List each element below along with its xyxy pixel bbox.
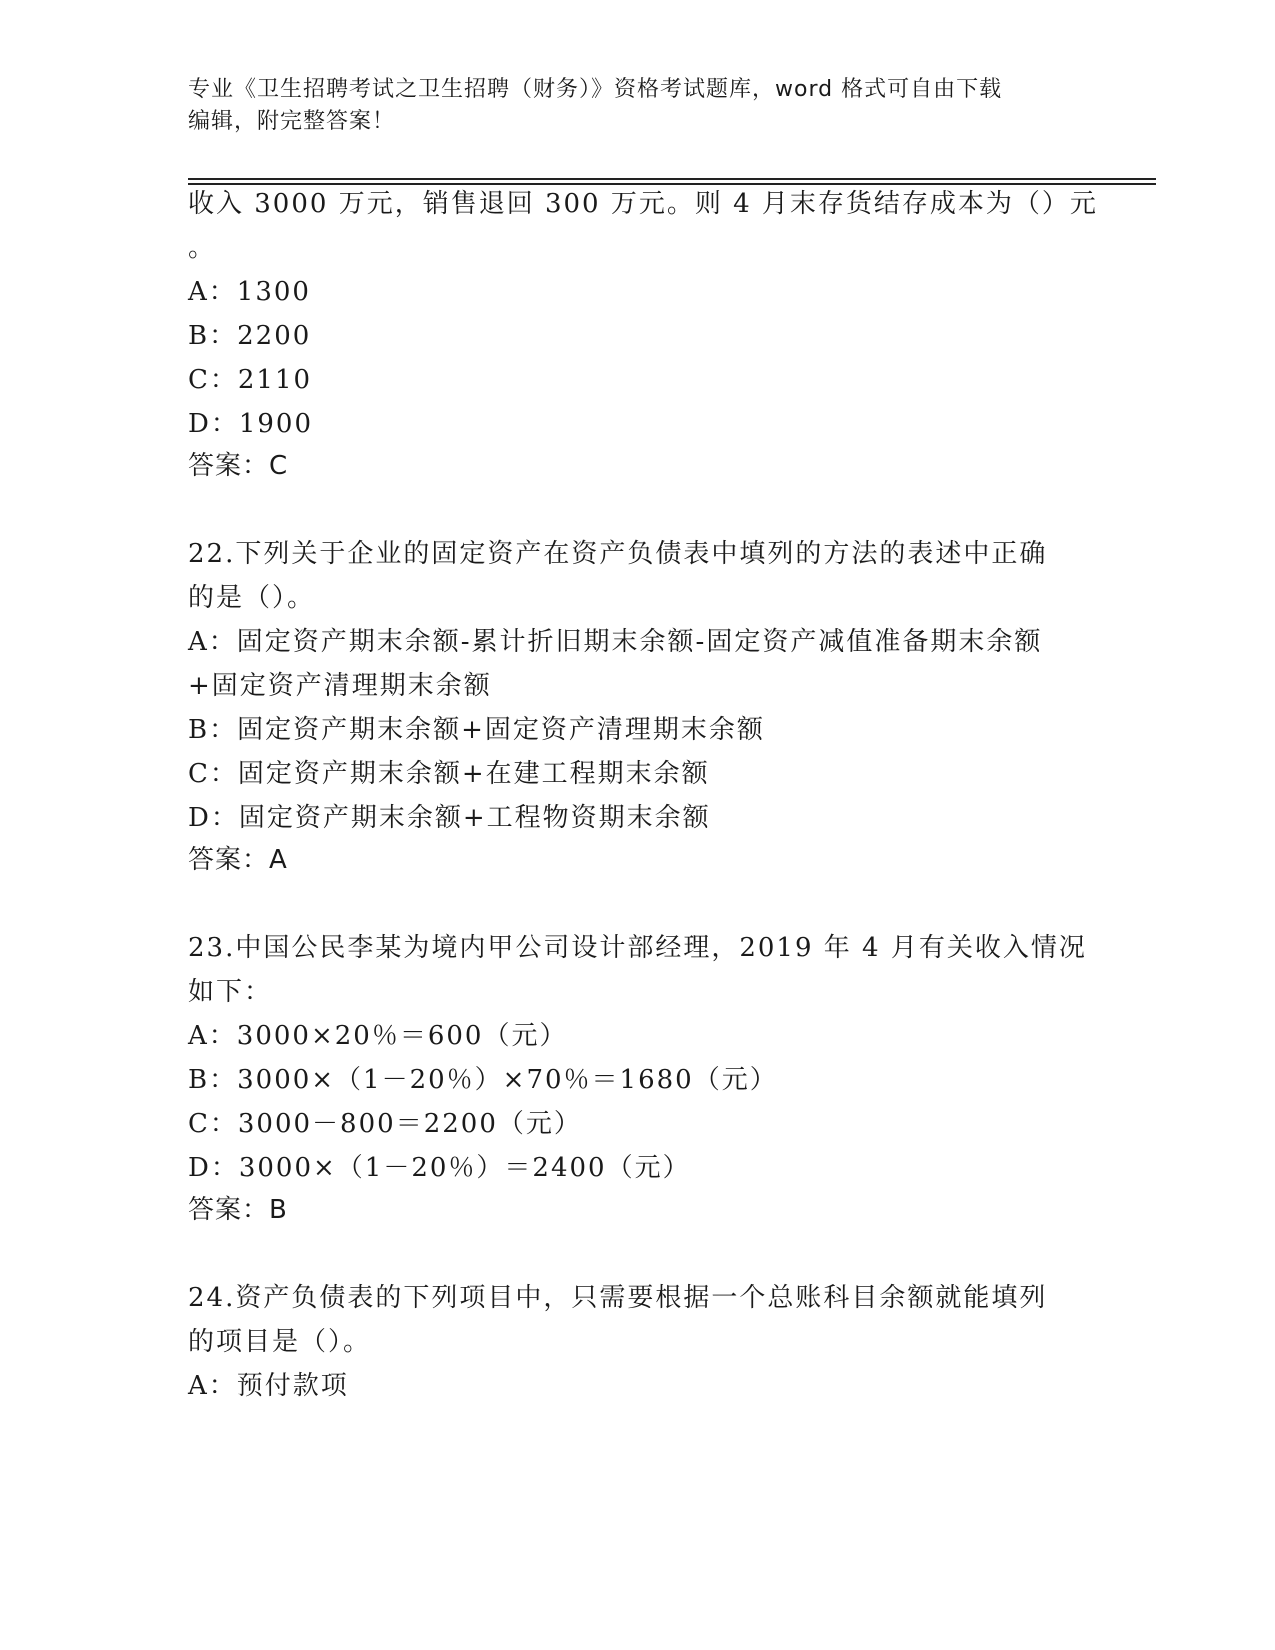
q21-answer: 答案：C <box>188 451 289 481</box>
q23-option-b: B：3000×（1－20％）×70％＝1680（元） <box>188 1065 778 1095</box>
q22-option-a-line-1: A：固定资产期末余额-累计折旧期末余额-固定资产减值准备期末余额 <box>188 627 1043 657</box>
header-line-1: 专业《卫生招聘考试之卫生招聘（财务）》资格考试题库，word 格式可自由下载 <box>188 77 1003 102</box>
document-header <box>188 74 1088 138</box>
q24-option-a: A：预付款项 <box>188 1371 349 1401</box>
q22-stem-line-2: 的是（）。 <box>188 583 316 613</box>
q21-option-b: B：2200 <box>188 321 312 351</box>
q22-stem-line-1: 22.下列关于企业的固定资产在资产负债表中填列的方法的表述中正确 <box>188 539 1048 569</box>
q23-answer: 答案：B <box>188 1195 288 1225</box>
q22-option-c: C：固定资产期末余额+在建工程期末余额 <box>188 759 710 789</box>
q22-option-b: B：固定资产期末余额+固定资产清理期末余额 <box>188 715 765 745</box>
q23-stem-line-1: 23.中国公民李某为境内甲公司设计部经理，2019 年 4 月有关收入情况 <box>188 933 1087 963</box>
header-rule-bottom <box>188 183 1156 185</box>
q23-option-d: D：3000×（1－20％）＝2400（元） <box>188 1153 691 1183</box>
q21-option-c: C：2110 <box>188 365 313 395</box>
q21-option-a: A：1300 <box>188 277 311 307</box>
q22-answer: 答案：A <box>188 845 288 875</box>
header-line-2: 编辑，附完整答案！ <box>188 109 396 134</box>
q22-option-a-line-2: +固定资产清理期末余额 <box>188 671 492 701</box>
q21-stem-line-1: 收入 3000 万元，销售退回 300 万元。则 4 月末存货结存成本为（）元 <box>188 189 1098 219</box>
q23-option-a: A：3000×20％＝600（元） <box>188 1021 568 1051</box>
header-rule-top <box>188 178 1156 180</box>
q21-stem-line-2: 。 <box>188 233 217 263</box>
q24-stem-line-1: 24.资产负债表的下列项目中，只需要根据一个总账科目余额就能填列 <box>188 1283 1048 1313</box>
q23-stem-line-2: 如下： <box>188 977 273 1007</box>
q22-option-d: D：固定资产期末余额+工程物资期末余额 <box>188 803 711 833</box>
q24-stem-line-2: 的项目是（）。 <box>188 1327 372 1357</box>
q21-option-d: D：1900 <box>188 409 314 439</box>
q23-option-c: C：3000－800＝2200（元） <box>188 1109 582 1139</box>
